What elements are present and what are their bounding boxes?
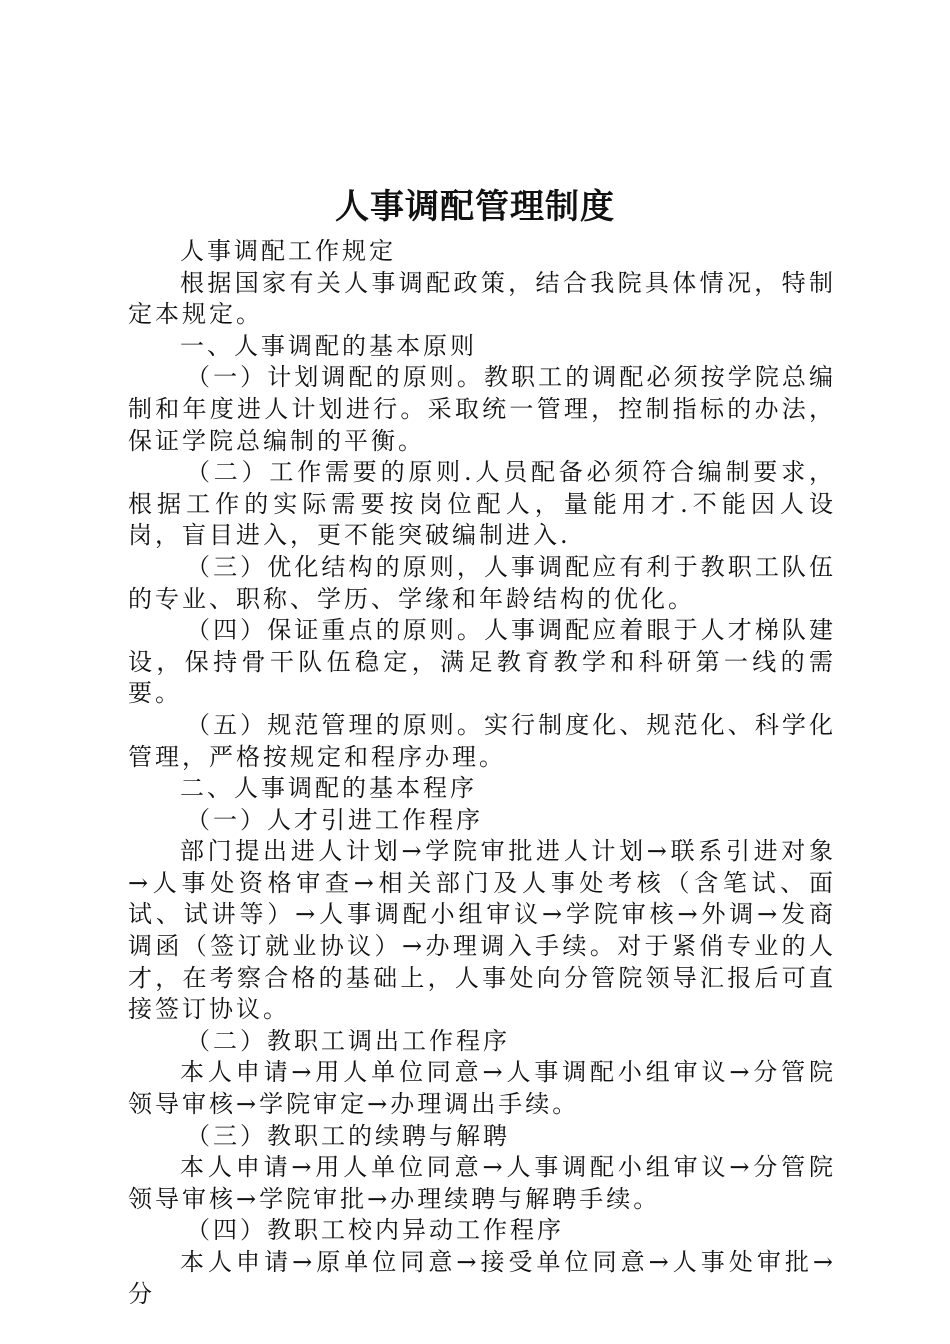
paragraph: 本人申请→原单位同意→接受单位同意→人事处审批→分 [128,1248,836,1308]
paragraph: 本人申请→用人单位同意→人事调配小组审议→分管院领导审核→学院审批→办理续聘与解聘手续。 [128,1153,836,1213]
paragraph: 本人申请→用人单位同意→人事调配小组审议→分管院领导审核→学院审定→办理调出手续。 [128,1058,836,1119]
paragraph: 根据国家有关人事调配政策，结合我院具体情况，特制定本规定。 [128,268,836,329]
document-title: 人事调配管理制度 [335,187,615,227]
paragraph-heading: 人事调配工作规定 [180,237,396,265]
paragraph: （四）保证重点的原则。人事调配应着眼于人才梯队建设，保持骨干队伍稳定，满足教育教学和科研第一线的需要。 [128,616,836,708]
subsection-heading: （三）教职工的续聘与解聘 [186,1121,510,1150]
paragraph: 部门提出进人计划→学院审批进人计划→联系引进对象→人事处资格审查→相关部门及人事处考核（含笔试、面试、试讲等）→人事调配小组审议→学院审核→外调→发商调函（签订就业协议）→办理调入手续。对于紧俏专业的人才，在考察合格的基础上，人事处向分管院领导汇报后可直接签订协议。 [128,837,836,1024]
document-body [128,236,836,1310]
paragraph: （一）计划调配的原则。教职工的调配必须按学院总编制和年度进人计划进行。采取统一管理，控制指标的办法，保证学院总编制的平衡。 [128,363,836,455]
paragraph: （二）工作需要的原则.人员配备必须符合编制要求，根据工作的实际需要按岗位配人，量能用才.不能因人设岗，盲目进入，更不能突破编制进入. [128,458,836,550]
paragraph: （五）规范管理的原则。实行制度化、规范化、科学化管理，严格按规定和程序办理。 [128,710,836,771]
subsection-heading: （四）教职工校内异动工作程序 [186,1216,564,1245]
paragraph: （三）优化结构的原则，人事调配应有利于教职工队伍的专业、职称、学历、学缘和年龄结构的优化。 [128,552,836,613]
section-heading: 一、人事调配的基本原则 [180,331,477,360]
subsection-heading: （一）人才引进工作程序 [186,805,483,834]
subsection-heading: （二）教职工调出工作程序 [186,1026,510,1055]
section-heading: 二、人事调配的基本程序 [180,774,477,803]
